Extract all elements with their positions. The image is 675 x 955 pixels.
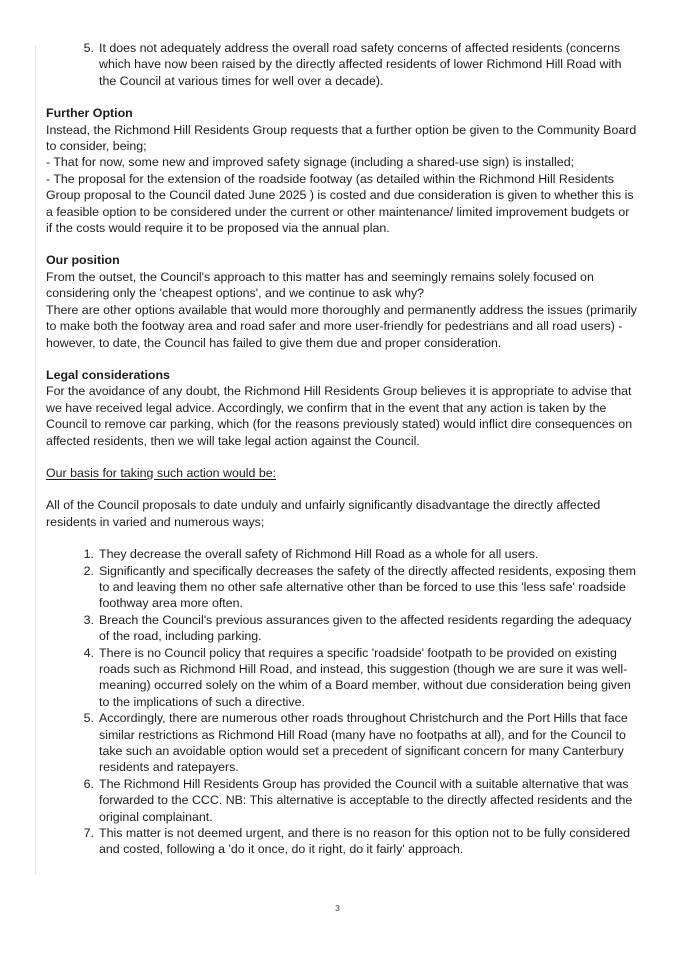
section-our-position xyxy=(46,252,637,350)
document-body xyxy=(46,40,637,858)
basis-heading: Our basis for taking such action would be: xyxy=(46,465,277,480)
list-item-marker: 5. xyxy=(83,711,94,726)
list-item-marker: 1. xyxy=(83,547,94,562)
section-legal-considerations xyxy=(46,367,637,449)
paragraph-spacer xyxy=(46,481,637,497)
section-paragraph: Instead, the Richmond Hill Residents Group requests that a further option be given to the Community Board to consider, being; xyxy=(46,122,637,154)
page-number: 3 xyxy=(335,903,340,913)
list-item-marker: 6. xyxy=(83,776,94,791)
list-item-text: Significantly and specifically decreases the safety of the directly affected residents, exposing them to and leaving them no other safe alternative other than be forced to use this 'less safe' roadside foothway area more often. xyxy=(99,563,636,611)
section-paragraph: From the outset, the Council's approach to this matter has and seemingly remains solely focused on considering only the 'cheapest options', and we continue to ask why? xyxy=(46,269,594,301)
section-heading: Our position xyxy=(46,253,120,268)
list-item-text: The Richmond Hill Residents Group has provided the Council with a suitable alternative that was forwarded to the CCC. NB: This alternative is acceptable to the directly affected residents and the original complainant. xyxy=(99,776,633,824)
list-item xyxy=(46,546,637,562)
list-item-text: They decrease the overall safety of Richmond Hill Road as a whole for all users. xyxy=(99,547,539,562)
list-item xyxy=(46,612,637,645)
section-paragraph: For the avoidance of any doubt, the Richmond Hill Residents Group believes it is appropriate to advise that we have received legal advice. Accordingly, we confirm that in the event that any action is taken by the Council to remove car parking, which (for the reasons previously stated) would inflict dire consequences on affected residents, then we will take legal action against the Council. xyxy=(46,384,633,448)
section-basis xyxy=(46,465,637,858)
section-paragraph: There are other options available that would more thoroughly and permanently address the issues (primarily to make both the footway area and road safer and more user-friendly for pedestrians and all road users) - however, to date, the Council has failed to give them due and proper consideration. xyxy=(46,302,637,350)
section-further-option xyxy=(46,105,637,236)
list-item-marker: 4. xyxy=(83,645,94,660)
list-item-text: This matter is not deemed urgent, and there is no reason for this option not to be fully considered and costed, following a 'do it once, do it right, do it fairly' approach. xyxy=(99,826,631,857)
section-heading: Legal considerations xyxy=(46,367,170,382)
list-item xyxy=(46,645,637,711)
section-paragraph: - The proposal for the extension of the roadside footway (as detailed within the Richmond Hill Residents Group proposal to the Council dated June 2025 ) is costed and due consideration is given to whether this is a feasible option to be considered under the current or other maintenance/ limited improvement budgets or if the costs would require it to be proposed via the annual plan. xyxy=(46,171,634,236)
section-paragraph: - That for now, some new and improved safety signage (including a shared-use sign) is installed; xyxy=(46,155,575,170)
paragraph-spacer xyxy=(46,530,637,546)
list-item xyxy=(46,710,637,776)
basis-intro-paragraph: All of the Council proposals to date unduly and unfairly significantly disadvantage the directly affected residents in varied and numerous ways; xyxy=(46,498,601,529)
list-item-marker: 5. xyxy=(83,41,94,55)
basis-list xyxy=(46,546,637,858)
continued-list xyxy=(46,40,637,89)
list-item-text: Accordingly, there are numerous other roads throughout Christchurch and the Port Hills that face similar restrictions as Richmond Hill Road (many have no footpaths at all), and for the Council to take such an avoidable option would set a precedent of significant concern for many Canterbury residents and ratepayers. xyxy=(99,711,628,775)
list-item-text: It does not adequately address the overall road safety concerns of affected residents (concerns which have now been raised by the directly affected residents of lower Richmond Hill Road with the Council at various times for well over a decade). xyxy=(99,41,622,88)
list-item-text: There is no Council policy that requires a specific 'roadside' footpath to be provided on existing roads such as Richmond Hill Road, and instead, this suggestion (though we are sure it was well-meaning) occurred solely on the whim of a Board member, without due consideration being given to the implications of such a directive. xyxy=(99,645,631,709)
list-item-marker: 7. xyxy=(83,826,94,841)
section-heading: Further Option xyxy=(46,106,133,121)
list-item-text: Breach the Council's previous assurances given to the affected residents regarding the adequacy of the road, including parking. xyxy=(99,612,632,644)
list-item xyxy=(46,776,637,825)
list-item-marker: 3. xyxy=(83,612,94,627)
list-item xyxy=(46,40,637,89)
list-item xyxy=(46,563,637,612)
list-item-marker: 2. xyxy=(83,563,94,578)
list-item xyxy=(46,825,637,858)
